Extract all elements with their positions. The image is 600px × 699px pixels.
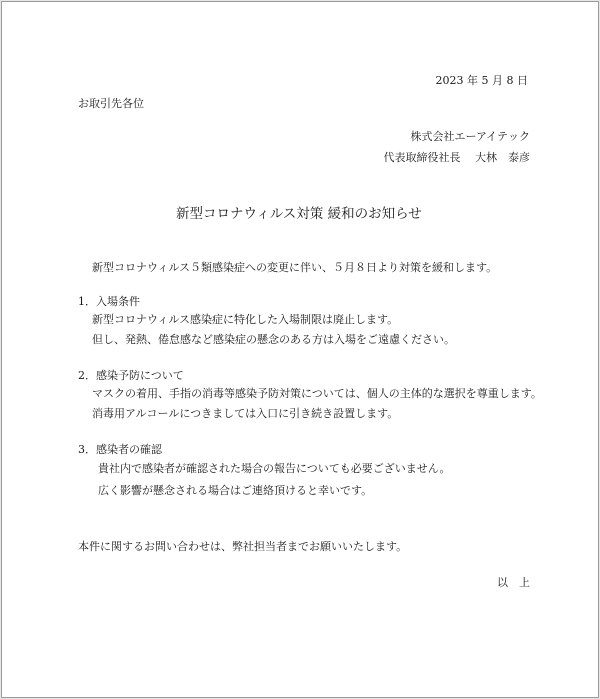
company-name: 株式会社エーアイテック [410, 130, 530, 143]
section-heading: 1．入場条件 [78, 295, 140, 308]
contact-note: 本件に関するお問い合わせは、弊社担当者までお願いいたします。 [78, 540, 408, 553]
section-line: 消毒用アルコールにつきましては入口に引き続き設置します。 [92, 407, 399, 420]
closing-mark: 以 上 [497, 576, 530, 589]
section-heading: 3．感染者の確認 [78, 443, 162, 456]
intro-text: 新型コロナウィルス５類感染症への変更に伴い、５月８日より対策を緩和します。 [92, 261, 498, 274]
section-line: 新型コロナウィルス感染症に特化した入場制限は廃止します。 [92, 313, 399, 326]
document-page [1, 1, 599, 698]
section-line: 広く影響が懸念される場合はご連絡頂けると幸いです。 [98, 484, 373, 497]
section-heading: 2．感染予防について [78, 369, 184, 382]
page-title: 新型コロナウィルス対策 緩和のお知らせ [176, 206, 422, 222]
document-date: 2023 年 5 月 8 日 [435, 74, 528, 87]
recipient: お取引先各位 [78, 97, 144, 110]
representative-name: 代表取締役社長 大林 泰彦 [383, 151, 530, 164]
section-line: 但し、発熱、倦怠感など感染症の懸念のある方は入場をご遠慮ください。 [92, 333, 455, 346]
section-line: マスクの着用、手指の消毒等感染予防対策については、個人の主体的な選択を尊重します。 [92, 387, 542, 400]
section-line: 貴社内で感染者が確認された場合の報告についても必要ございません。 [98, 462, 451, 475]
